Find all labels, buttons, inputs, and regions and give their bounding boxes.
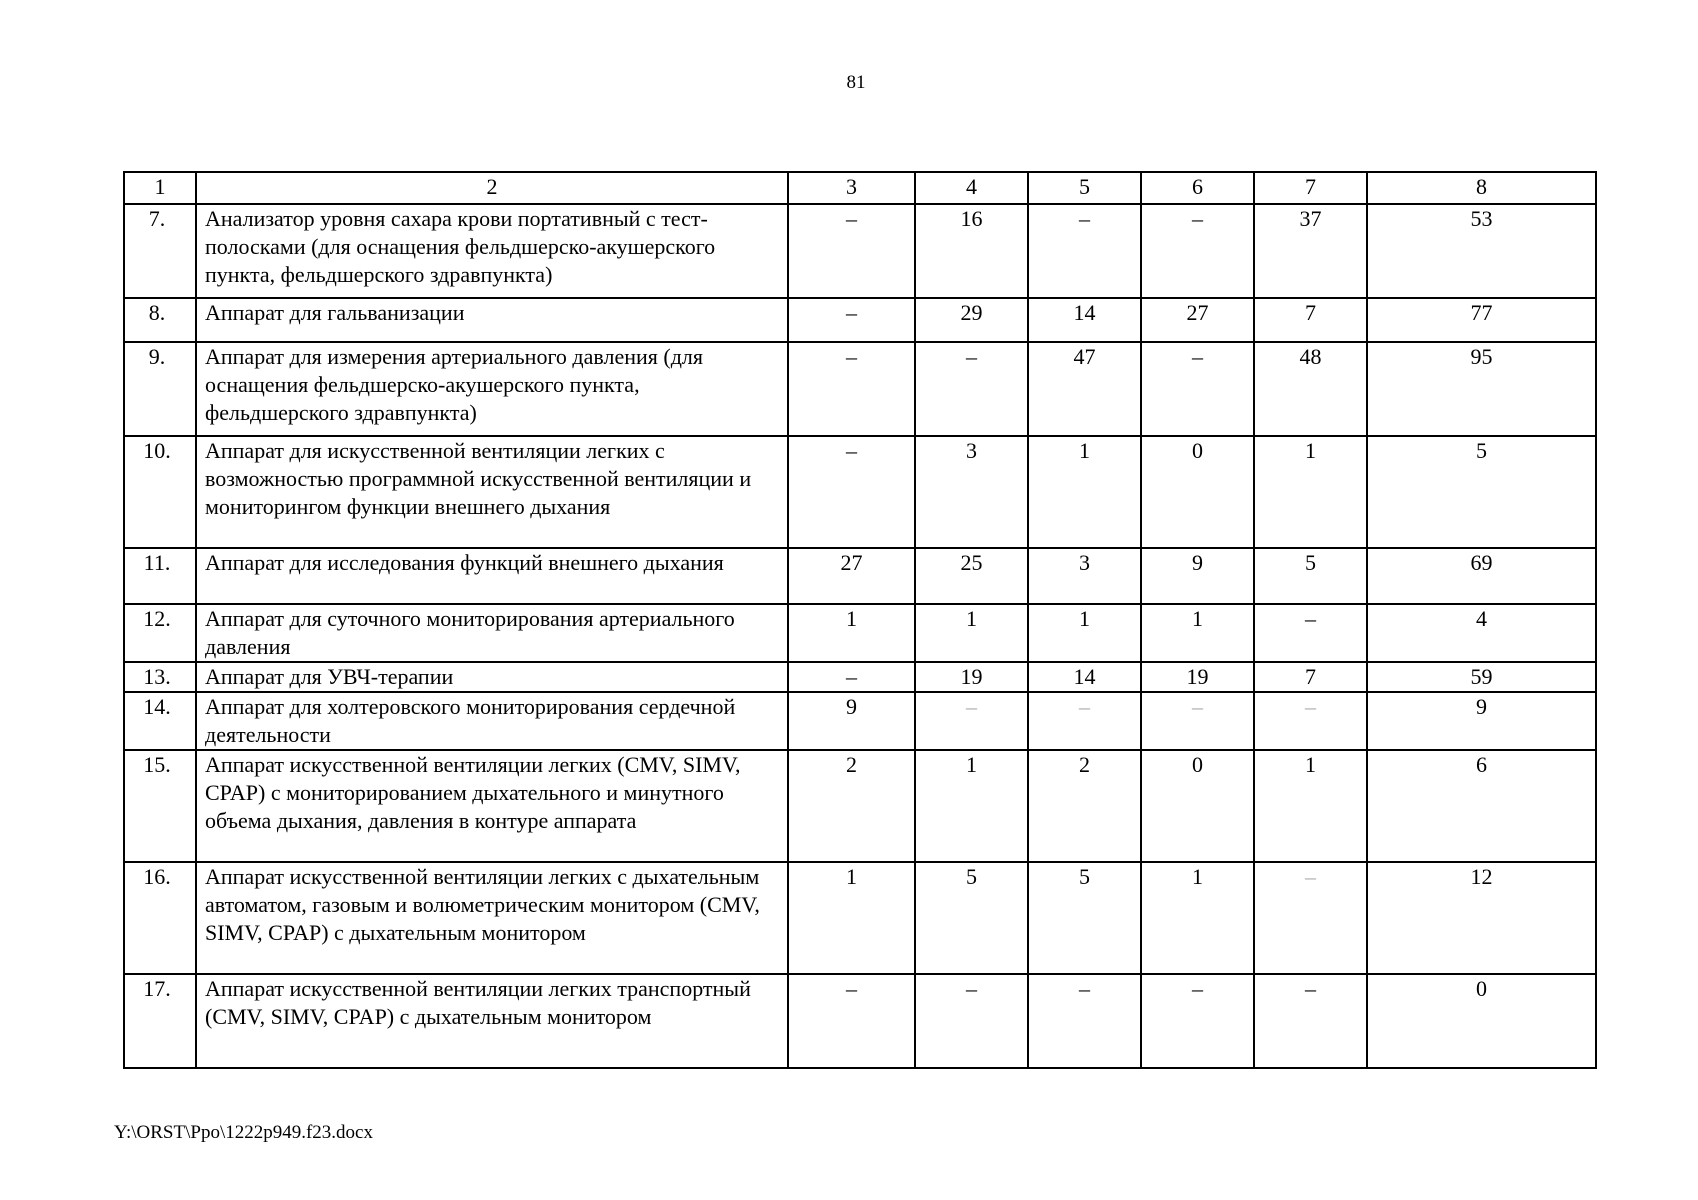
value-cell: –	[915, 974, 1028, 1068]
table-row	[124, 204, 1596, 298]
total-cell: 9	[1367, 692, 1596, 750]
value-cell: –	[788, 662, 915, 692]
value-cell: 1	[1028, 604, 1141, 662]
row-number: 9.	[124, 342, 196, 436]
value-cell: 48	[1254, 342, 1367, 436]
value-cell: –	[1028, 204, 1141, 298]
value-cell: 1	[915, 604, 1028, 662]
value-cell: –	[1141, 204, 1254, 298]
value-cell: –	[915, 692, 1028, 750]
equipment-name: Аппарат для холтеровского мониторирования сердечной деятельности	[196, 692, 788, 750]
total-cell: 6	[1367, 750, 1596, 862]
total-cell: 5	[1367, 436, 1596, 548]
value-cell: 1	[1141, 862, 1254, 974]
footer-file-path: Y:\ORST\Ppo\1222p949.f23.docx	[114, 1122, 373, 1143]
column-header: 7	[1254, 172, 1367, 204]
equipment-name: Аппарат искусственной вентиляции легких с дыхательным автоматом, газовым и волюметрическим монитором (CMV, SIMV, CPAP) с дыхательным монитором	[196, 862, 788, 974]
total-cell: 77	[1367, 298, 1596, 342]
row-number: 10.	[124, 436, 196, 548]
value-cell: –	[1028, 974, 1141, 1068]
total-cell: 69	[1367, 548, 1596, 604]
row-number: 7.	[124, 204, 196, 298]
row-number: 12.	[124, 604, 196, 662]
row-number: 11.	[124, 548, 196, 604]
value-cell: –	[1254, 604, 1367, 662]
table-row	[124, 974, 1596, 1068]
table-row	[124, 298, 1596, 342]
value-cell: 2	[788, 750, 915, 862]
value-cell: 1	[1254, 436, 1367, 548]
column-header: 5	[1028, 172, 1141, 204]
table-row	[124, 604, 1596, 662]
column-header: 6	[1141, 172, 1254, 204]
value-cell: 14	[1028, 298, 1141, 342]
total-cell: 53	[1367, 204, 1596, 298]
value-cell: 25	[915, 548, 1028, 604]
value-cell: –	[788, 342, 915, 436]
total-cell: 95	[1367, 342, 1596, 436]
value-cell: 1	[1028, 436, 1141, 548]
table-row	[124, 342, 1596, 436]
table-header-row	[124, 172, 1596, 204]
table-row	[124, 662, 1596, 692]
equipment-name: Аппарат искусственной вентиляции легких транспортный (CMV, SIMV, CPAP) с дыхательным монитором	[196, 974, 788, 1068]
value-cell: 5	[1028, 862, 1141, 974]
value-cell: 1	[788, 862, 915, 974]
total-cell: 59	[1367, 662, 1596, 692]
equipment-name: Аппарат для гальванизации	[196, 298, 788, 342]
value-cell: –	[915, 342, 1028, 436]
equipment-name: Аппарат для исследования функций внешнего дыхания	[196, 548, 788, 604]
equipment-name: Аппарат искусственной вентиляции легких (CMV, SIMV, CPAP) с мониторированием дыхательного и минутного объема дыхания, давления в контуре аппарата	[196, 750, 788, 862]
value-cell: 3	[915, 436, 1028, 548]
table-row	[124, 692, 1596, 750]
value-cell: –	[1141, 342, 1254, 436]
page-number: 81	[846, 72, 866, 93]
total-cell: 12	[1367, 862, 1596, 974]
equipment-name: Аппарат для суточного мониторирования артериального давления	[196, 604, 788, 662]
value-cell: 7	[1254, 298, 1367, 342]
equipment-name: Аппарат для УВЧ-терапии	[196, 662, 788, 692]
column-header: 3	[788, 172, 915, 204]
value-cell: 5	[915, 862, 1028, 974]
column-header: 2	[196, 172, 788, 204]
value-cell: 1	[788, 604, 915, 662]
value-cell: 37	[1254, 204, 1367, 298]
table-row	[124, 750, 1596, 862]
value-cell: 2	[1028, 750, 1141, 862]
value-cell: –	[1141, 974, 1254, 1068]
equipment-name: Аппарат для искусственной вентиляции легких с возможностью программной искусственной вентиляции и мониторингом функции внешнего дыхания	[196, 436, 788, 548]
value-cell: 1	[915, 750, 1028, 862]
table-row	[124, 436, 1596, 548]
value-cell: 9	[788, 692, 915, 750]
value-cell: 9	[1141, 548, 1254, 604]
value-cell: –	[1141, 692, 1254, 750]
value-cell: –	[1254, 692, 1367, 750]
row-number: 14.	[124, 692, 196, 750]
value-cell: 1	[1254, 750, 1367, 862]
value-cell: –	[1254, 974, 1367, 1068]
row-number: 17.	[124, 974, 196, 1068]
value-cell: 29	[915, 298, 1028, 342]
row-number: 16.	[124, 862, 196, 974]
equipment-name: Анализатор уровня сахара крови портативный с тест-полосками (для оснащения фельдшерско-акушерского пункта, фельдшерского здравпункта)	[196, 204, 788, 298]
value-cell: –	[1028, 692, 1141, 750]
value-cell: 5	[1254, 548, 1367, 604]
value-cell: –	[788, 204, 915, 298]
value-cell: 16	[915, 204, 1028, 298]
table-row	[124, 862, 1596, 974]
value-cell: 7	[1254, 662, 1367, 692]
value-cell: 3	[1028, 548, 1141, 604]
column-header: 4	[915, 172, 1028, 204]
value-cell: 0	[1141, 750, 1254, 862]
row-number: 8.	[124, 298, 196, 342]
total-cell: 4	[1367, 604, 1596, 662]
value-cell: 27	[1141, 298, 1254, 342]
value-cell: –	[788, 298, 915, 342]
value-cell: 19	[915, 662, 1028, 692]
value-cell: 0	[1141, 436, 1254, 548]
equipment-name: Аппарат для измерения артериального давления (для оснащения фельдшерско-акушерского пункта, фельдшерского здравпункта)	[196, 342, 788, 436]
value-cell: –	[788, 974, 915, 1068]
value-cell: –	[788, 436, 915, 548]
value-cell: 27	[788, 548, 915, 604]
column-header: 8	[1367, 172, 1596, 204]
value-cell: 1	[1141, 604, 1254, 662]
table-row	[124, 548, 1596, 604]
value-cell: –	[1254, 862, 1367, 974]
value-cell: 14	[1028, 662, 1141, 692]
row-number: 13.	[124, 662, 196, 692]
equipment-table	[123, 171, 1597, 1069]
column-header: 1	[124, 172, 196, 204]
total-cell: 0	[1367, 974, 1596, 1068]
value-cell: 19	[1141, 662, 1254, 692]
value-cell: 47	[1028, 342, 1141, 436]
row-number: 15.	[124, 750, 196, 862]
